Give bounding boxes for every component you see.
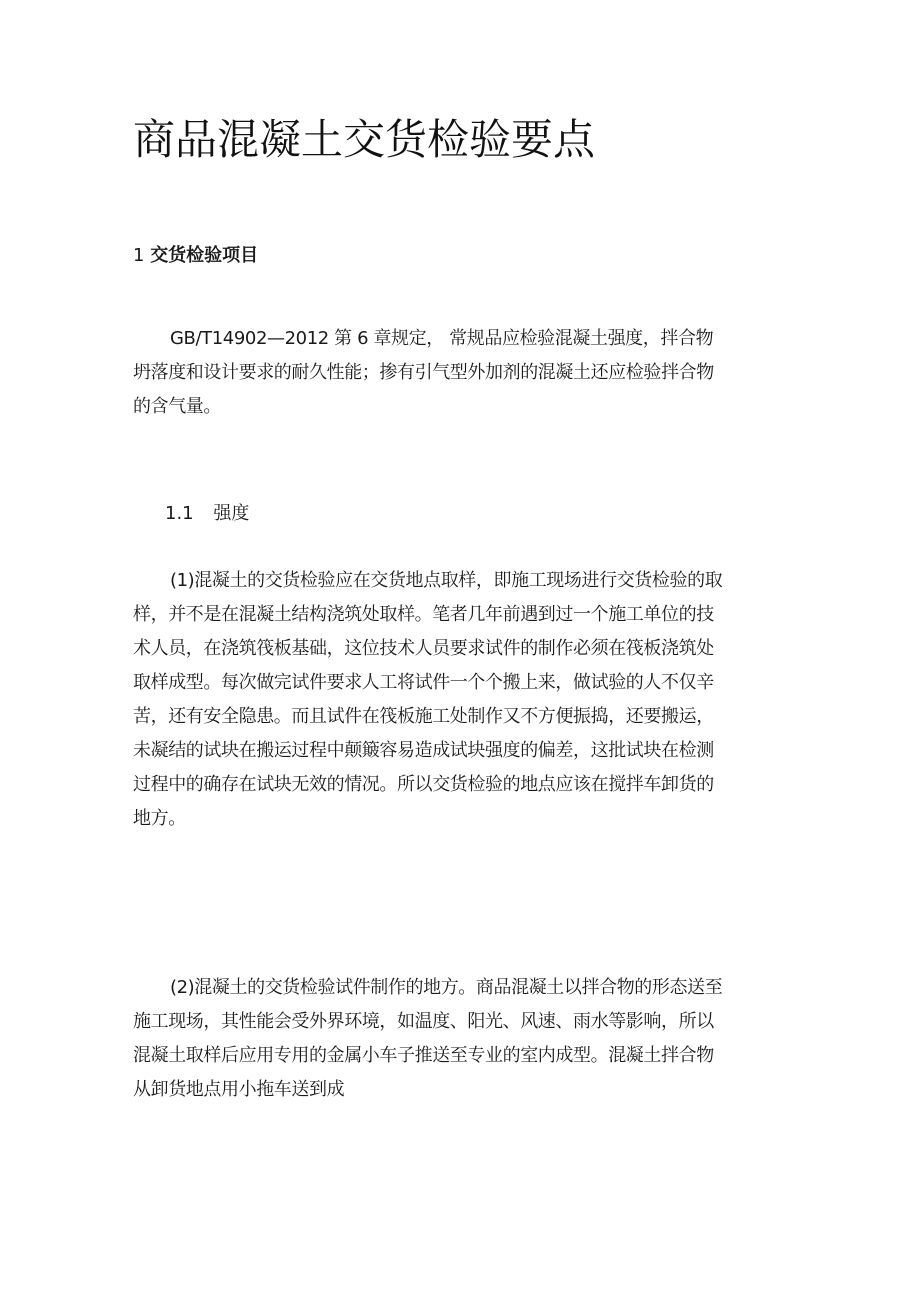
section-heading-1 bbox=[133, 242, 258, 270]
paragraph-line: 从卸货地点用小拖车送到成 bbox=[133, 1079, 345, 1100]
paragraph-line: GB/T14902—2012 第 6 章规定， 常规品应检验混凝土强度，拌合物 bbox=[170, 328, 714, 349]
subsection-heading-1-1 bbox=[165, 500, 249, 528]
paragraph-line: (1)混凝土的交货检验应在交货地点取样，即施工现场进行交货检验的取 bbox=[170, 570, 723, 591]
subsection-title: 强度 bbox=[213, 503, 250, 524]
subsection-number: 1.1 bbox=[165, 503, 194, 524]
paragraph-line: 施工现场，其性能会受外界环境，如温度、阳光、风速、雨水等影响，所以 bbox=[133, 1011, 714, 1032]
paragraph-line: 地方。 bbox=[133, 808, 186, 829]
paragraph-line: 样，并不是在混凝土结构浇筑处取样。笔者几年前遇到过一个施工单位的技 bbox=[133, 604, 714, 625]
paragraph-3 bbox=[133, 971, 797, 1107]
section-number: 1 bbox=[133, 245, 145, 266]
paragraph-line: (2)混凝土的交货检验试件制作的地方。商品混凝土以拌合物的形态送至 bbox=[170, 977, 723, 998]
paragraph-line: 取样成型。每次做完试件要求人工将试件一个个搬上来，做试验的人不仅辛 bbox=[133, 672, 714, 693]
paragraph-line: 未凝结的试块在搬运过程中颠簸容易造成试块强度的偏差，这批试块在检测 bbox=[133, 740, 714, 761]
paragraph-1 bbox=[133, 322, 797, 424]
paragraph-line: 坍落度和设计要求的耐久性能；掺有引气型外加剂的混凝土还应检验拌合物 bbox=[133, 362, 714, 383]
section-title: 交货检验项目 bbox=[150, 245, 259, 266]
paragraph-line: 苦，还有安全隐患。而且试件在筏板施工处制作又不方便振捣，还要搬运， bbox=[133, 706, 714, 727]
paragraph-line: 的含气量。 bbox=[133, 396, 221, 417]
paragraph-line: 混凝土取样后应用专用的金属小车子推送至专业的室内成型。混凝土拌合物 bbox=[133, 1045, 714, 1066]
paragraph-2 bbox=[133, 564, 797, 836]
paragraph-line: 过程中的确存在试块无效的情况。所以交货检验的地点应该在搅拌车卸货的 bbox=[133, 774, 714, 795]
paragraph-line: 术人员，在浇筑筏板基础，这位技术人员要求试件的制作必须在筏板浇筑处 bbox=[133, 638, 714, 659]
document-title: 商品混凝土交货检验要点 bbox=[133, 115, 596, 164]
